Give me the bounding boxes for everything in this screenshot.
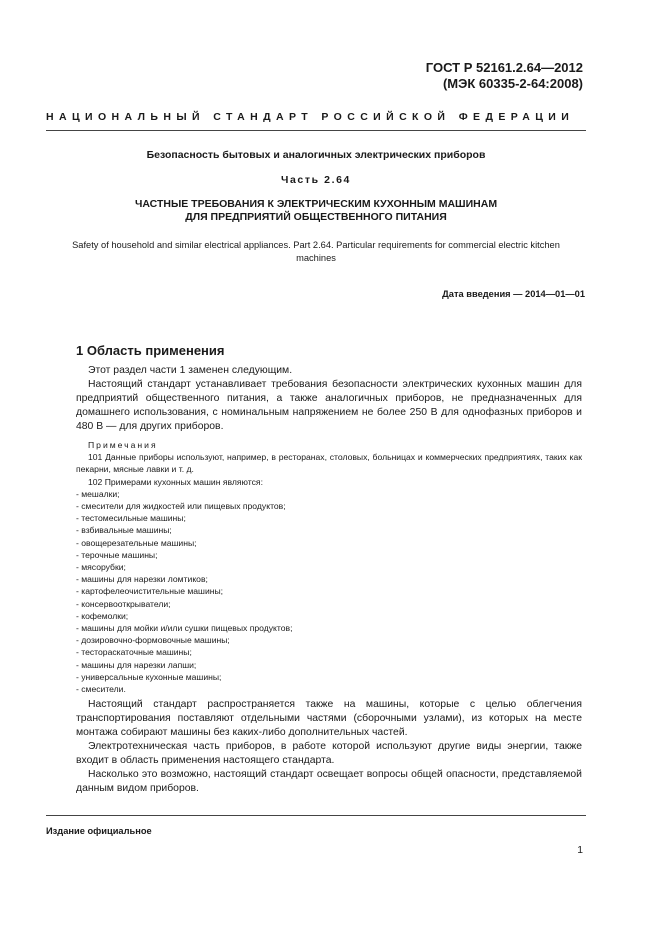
list-item: - смесители для жидкостей или пищевых продуктов; xyxy=(76,501,286,512)
effective-date: Дата введения — 2014—01—01 xyxy=(442,289,585,299)
list-item: - машины для нарезки лапши; xyxy=(76,659,197,670)
paragraph: Насколько это возможно, настоящий стандарт освещает вопросы общей опасности, представляемой данным видом приборов. xyxy=(76,769,582,794)
part-number: Часть 2.64 xyxy=(280,174,351,186)
section-heading: 1 Область применения xyxy=(76,343,225,358)
list-item: - машины для мойки и/или сушки пищевых продуктов; xyxy=(76,623,293,634)
intro-text xyxy=(76,364,582,434)
national-standard-banner: НАЦИОНАЛЬНЫЙ СТАНДАРТ РОССИЙСКОЙ ФЕДЕРАЦИИ xyxy=(46,111,575,123)
note-102: 102 Примерами кухонных машин являются: xyxy=(88,476,263,487)
english-title-line: machines xyxy=(296,252,336,263)
list-item: - терочные машины; xyxy=(76,549,158,560)
scope-continuation xyxy=(76,698,582,796)
list-item: - смесители. xyxy=(76,684,126,695)
list-item: - овощерезательные машины; xyxy=(76,537,197,548)
list-item: - мясорубки; xyxy=(76,562,126,573)
paragraph: Настоящий стандарт распространяется также на машины, которые с целью облегчения транспортирования поставляют отдельными частями (сборочными узлами), из которых на месте монтажа собирают машины без каких-либо дополнительных частей. xyxy=(76,699,582,738)
list-item: - консервооткрыватели; xyxy=(76,598,171,609)
english-title xyxy=(46,239,586,264)
header-divider xyxy=(46,130,586,131)
list-item: - дозировочно-формовочные машины; xyxy=(76,635,230,646)
title-line: ЧАСТНЫЕ ТРЕБОВАНИЯ К ЭЛЕКТРИЧЕСКИМ КУХОННЫМ МАШИНАМ xyxy=(134,198,498,210)
document-title xyxy=(46,198,586,224)
iec-number: (МЭК 60335-2-64:2008) xyxy=(442,76,583,91)
paragraph: Электротехническая часть приборов, в работе которой используют другие виды энергии, также входит в область применения настоящего стандарта. xyxy=(76,741,582,766)
footer-divider xyxy=(46,815,586,816)
paragraph: Этот раздел части 1 заменен следующим. xyxy=(88,365,293,376)
standard-number: ГОСТ Р 52161.2.64—2012 xyxy=(425,60,583,75)
list-item: - взбивальные машины; xyxy=(76,525,172,536)
english-title-line: Safety of household and similar electrical appliances. Part 2.64. Particular requirements for commercial electric kitchen xyxy=(72,240,560,250)
list-item: - универсальные кухонные машины; xyxy=(76,671,222,682)
paragraph: Настоящий стандарт устанавливает требования безопасности электрических кухонных машин для предприятий общественного питания, а также аналогичных приборов, не предназначенных для домашнего использования, с номинальным напряжением не более 250 В для однофазных приборов и 480 В — для других приборов. xyxy=(76,379,582,432)
list-item: - тестомесильные машины; xyxy=(76,513,186,524)
page-number: 1 xyxy=(577,845,583,856)
list-item: - тестораскаточные машины; xyxy=(76,647,192,658)
notes-block xyxy=(76,439,582,695)
title-line: ДЛЯ ПРЕДПРИЯТИЙ ОБЩЕСТВЕННОГО ПИТАНИЯ xyxy=(185,211,447,223)
list-item: - мешалки; xyxy=(76,488,120,499)
standard-number-block xyxy=(283,60,583,92)
list-item: - картофелеочистительные машины; xyxy=(76,586,224,597)
official-edition-label: Издание официальное xyxy=(46,826,152,836)
notes-label: Примечания xyxy=(88,440,158,450)
note-101: 101 Данные приборы используют, например, в ресторанах, столовых, больницах и коммерческих предприятиях, таких как пекарни, мясные лавки и т. д. xyxy=(76,452,582,475)
document-subtitle: Безопасность бытовых и аналогичных электрических приборов xyxy=(146,149,486,161)
machine-list xyxy=(76,488,582,695)
list-item: - кофемолки; xyxy=(76,610,129,621)
list-item: - машины для нарезки ломтиков; xyxy=(76,574,208,585)
